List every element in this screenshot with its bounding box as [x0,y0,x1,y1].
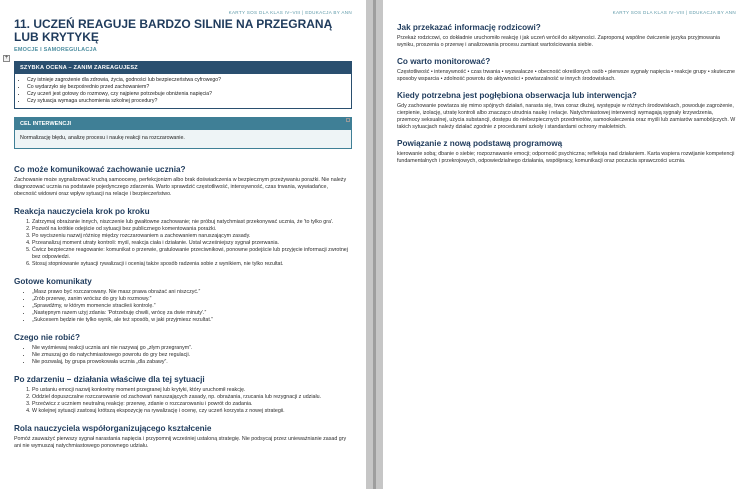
quick-assessment-box [14,61,352,109]
list-item: • Czy uczeń jest gotowy do rozmowy, czy najpierw potrzebuje obniżenia napięcia? [27,91,346,98]
quick-assessment-header: SZYBKA OCENA – ZANIM ZAREAGUJESZ [15,62,351,74]
document-page-1 [0,0,366,489]
list-item: • „Zrób przerwę, zanim wrócisz do gry lub rozmowy.” [32,296,352,303]
list-item: 2. Pozwól na krótkie odejście od sytuacji bez publicznego komentowania porażki. [32,226,352,233]
steps-list [32,219,352,268]
card-title: 11. UCZEŃ REAGUJE BARDZO SILNIE NA PRZEGRANĄ LUB KRYTYKĘ [14,17,333,44]
after-event-list [32,387,352,415]
list-item: • Nie zmuszaj go do natychmiastowego powrotu do gry bez regulacji. [32,352,352,359]
section-paragraph: Przekaż rodzicowi, co dokładnie uruchomiło reakcję i jak uczeń wrócił do aktywności. Zaproponuj wspólne ćwiczenie języka przyjmowania wyniku, proszenia o przerwę i analizowania procesu zamiast wartościowania siebie. [397,35,720,48]
document-page-2 [383,0,750,489]
quick-assessment-list [15,74,351,108]
section-heading: Gotowe komunikaty [14,277,92,286]
intervention-goal-box [14,117,352,149]
section-heading: Powiązanie z nową podstawą programową [397,139,563,148]
list-item: • Nie wyśmiewaj reakcji ucznia ani nie nazywaj go „złym przegranym”. [32,345,352,352]
section-heading: Co może komunikować zachowanie ucznia? [14,165,186,174]
list-item: • Czy istnieje zagrożenie dla zdrowia, życia, godności lub bezpieczeństwa cyfrowego? [27,77,346,84]
list-item: 4. Przeanalizuj moment utraty kontroli: myśl, reakcja ciała i działanie. Ustal wcześniejszy sygnał przerwania. [32,240,352,247]
section-heading: Po zdarzeniu – działania właściwe dla tej sytuacji [14,375,205,384]
list-item: 2. Oddziel dopuszczalne rozczarowanie od zachowań naruszających zasady, np. obrażania, rzucania lub rezygnacji z udziału. [32,394,352,401]
list-item: • Czy sytuacja wymaga uruchomienia szkolnej procedury? [27,98,346,105]
section-heading: Jak przekazać informację rodzicowi? [397,23,541,32]
page-separator [366,0,383,489]
list-item: 1. Po ustaniu emocji nazwij konkretny moment przegranej lub krytyki, który uruchomił reakcję. [32,387,352,394]
messages-list [32,289,352,324]
list-item: • Co wydarzyło się bezpośrednio przed zachowaniem? [27,84,346,91]
resize-corner-icon[interactable] [346,118,350,122]
move-handle-icon[interactable]: + [4,55,9,61]
donts-list [32,345,352,366]
intervention-goal-header: CEL INTERWENCJI [15,118,351,130]
intervention-goal-text: Normalizację błędu, analizę procesu i naukę reakcji na rozczarowanie. [15,130,351,148]
list-item: 3. Po wyciszeniu nazwij różnicę między rozczarowaniem a zachowaniem naruszającym zasady. [32,233,352,240]
list-item: • „Sukcesem będzie nie tylko wynik, ale też sposób, w jaki przyjmiesz rezultat.” [32,317,352,324]
list-item: • „Masz prawo być rozczarowany. Nie masz prawa obrażać ani niszczyć.” [32,289,352,296]
list-item: 4. W kolejnej sytuacji zastosuj krótszą ekspozycję na rywalizację i ocenę, czy uczeń korzysta z nowej strategii. [32,408,352,415]
running-header: KARTY SOS DLA KLAS IV–VIII | EDUKACJA BY ANN [612,10,736,15]
section-heading: Kiedy potrzebna jest pogłębiona obserwacja lub interwencja? [397,91,637,100]
section-paragraph: Pomóż zauważyć pierwszy sygnał narastania napięcia i przypomnij wcześniej ustaloną strategię. Nie podsycaj przez unieważnianie zasad gry ani nie wymuszaj natychmiastowego ponownego udziału. [14,436,347,449]
section-paragraph: kierowanie sobą; dbanie o siebie; rozpoznawanie emocji; odporność psychiczna; refleksja nad działaniem. Karta wspiera rozwijanie kompetencji fundamentalnych i przekrojowych, odpowiedzialnego działania, współpracy, komunikacji oraz poczucia sprawczości ucznia. [397,151,735,164]
list-item: 3. Przećwicz z uczniem neutralną reakcję: przerwę, zdanie o rozczarowaniu i powrót do zadania. [32,401,352,408]
list-item: • Nie pozwalaj, by grupa prowokowała ucznia „dla zabawy”. [32,359,352,366]
section-heading: Reakcja nauczyciela krok po kroku [14,207,150,216]
list-item: • „Następnym razem użyj zdania: 'Potrzebuję chwili, wrócę za dwie minuty'.” [32,310,352,317]
section-heading: Czego nie robić? [14,333,80,342]
section-paragraph: Zachowanie może sygnalizować kruchą samoocenę, perfekcjonizm albo brak doświadczenia w bezpiecznym przeżywaniu porażki. Nie należy diagnozować ucznia na podstawie pojedynczego zdarzenia. Warto sprawdzić częstotliwość, intensywność, czas trwania, wywiadańce, obecność widowni oraz wpływ sytuacji na relacje i bezpieczeństwo. [14,177,347,197]
section-heading: Rola nauczyciela współorganizującego kształcenie [14,424,212,433]
section-paragraph: Częstotliwość • intensywność • czas trwania • wyzwalacze • obecność określonych osób • pierwsze sygnały napięcia • reakcje grupy • skuteczne sposoby wsparcia • zdolność powrotu do aktywności • powtarzalność w innych środowiskach. [397,69,736,82]
section-heading: Co warto monitorować? [397,57,491,66]
list-item: 6. Stosuj stopniowanie sytuacji rywalizacji i oceniaj także sposób radzenia sobie z wynikiem, nie tylko rezultat. [32,261,352,268]
list-item: • „Sprawdźmy, w którym momencie straciłeś kontrolę.” [32,303,352,310]
list-item: 1. Zatrzymaj obrażanie innych, niszczenie lub gwałtowne zachowanie; nie próbuj natychmiast przekonywać ucznia, że 'to tylko gra'. [32,219,352,226]
section-paragraph: Gdy zachowanie powtarza się mimo spójnych działań, narasta się, trwa coraz dłużej, występuje w różnych środowiskach, powoduje zagrożenie, cierpienie, izolację, utratę kontroli albo znacząco utrudnia naukę i relacje. Natychmiastowej interwencji wymagają sygnały krzywdzenia, przemocy seksualnej, użycia substancji, dostępu do niebezpiecznych przedmiotów, samookaleczenia oraz myśli lub zamiarów samobójczych. W takich sytuacjach należy działać zgodnie z procedurami szkoły i standardami ochrony małoletnich. [397,103,736,130]
card-subtitle: EMOCJE I SAMOREGULACJA [14,47,97,53]
page-gap-bar [373,0,376,489]
running-header: KARTY SOS DLA KLAS IV–VIII | EDUKACJA BY ANN [228,10,352,15]
list-item: 5. Ćwicz bezpieczne reagowanie: komunikat o przerwie, gratulowanie przeciwnikowi, ponowne podejście lub przyjęcie informacji zwrotnej bez odpowiedzi. [32,247,352,261]
